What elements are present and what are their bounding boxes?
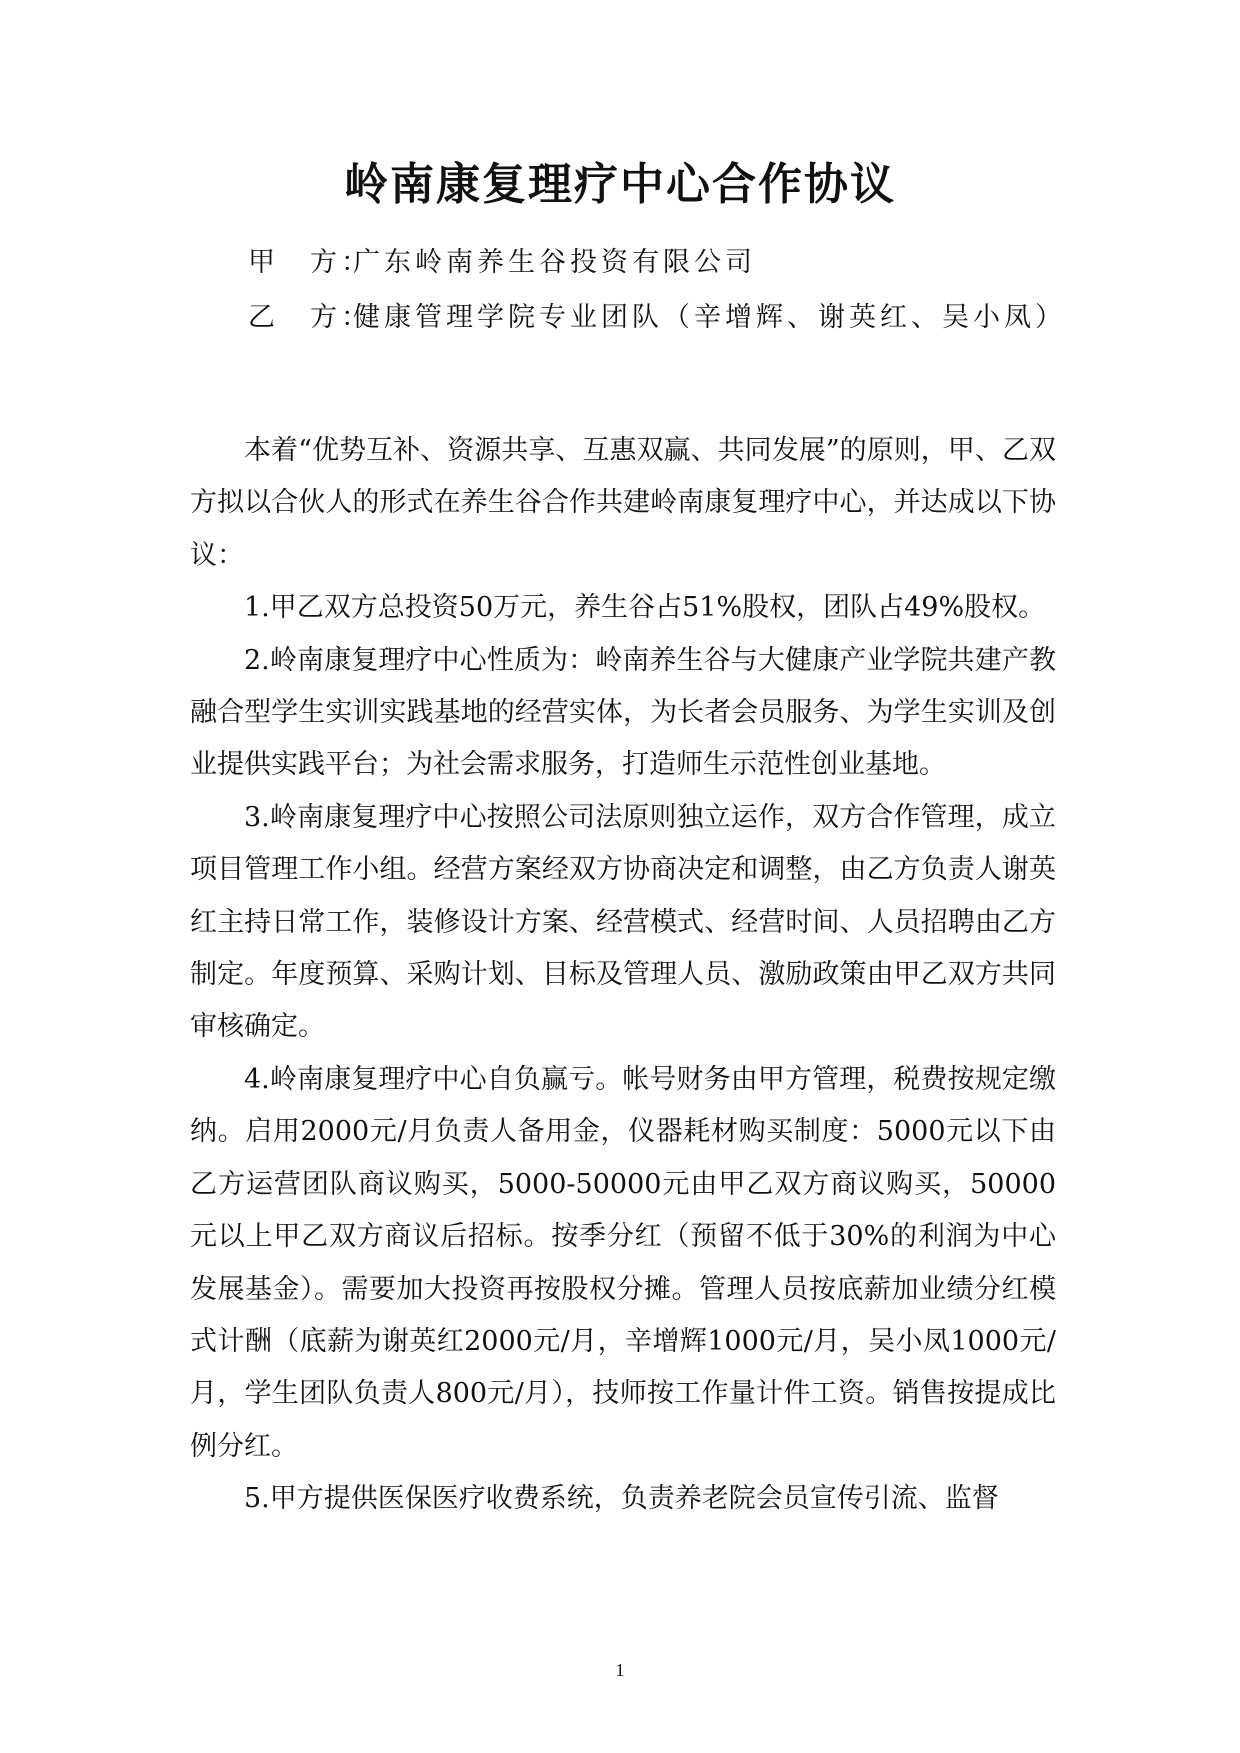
clause-3: 3.岭南康复理疗中心按照公司法原则独立运作，双方合作管理，成立项目管理工作小组。经营方案经双方协商决定和调整，由乙方负责人谢英红主持日常工作，装修设计方案、经营模式、经营时间、人员招聘由乙方制定。年度预算、采购计划、目标及管理人员、激励政策由甲乙双方共同审核确定。 (190, 801, 1056, 1043)
party-a-line (248, 240, 1128, 279)
party-a-value: 广东岭南养生谷投资有限公司 (353, 247, 756, 278)
party-b-label: 乙 方： (248, 302, 372, 333)
clause-4: 4.岭南康复理疗中心自负赢亏。帐号财务由甲方管理，税费按规定缴纳。启用2000元/月负责人备用金，仪器耗材购买制度：5000元以下由乙方运营团队商议购买，5000-50000元由甲乙双方商议购买，50000元以上甲乙双方商议后招标。按季分红（预留不低于30%的利润为中心发展基金）。需要加大投资再按股权分摊。管理人员按底薪加业绩分红模式计酬（底薪为谢英红2000元/月，辛增辉1000元/月，吴小凤1000元/月，学生团队负责人800元/月），技师按工作量计件工资。销售按提成比例分红。 (190, 1063, 1056, 1462)
party-a-label: 甲 方： (248, 247, 372, 278)
party-b-value: 健康管理学院专业团队（辛增辉、谢英红、吴小凤） (353, 302, 1066, 333)
clause-5: 5.甲方提供医保医疗收费系统，负责养老院会员宣传引流、监督 (244, 1483, 999, 1515)
document-body (190, 425, 1056, 1526)
paragraph-intro: 本着“优势互补、资源共享、互惠双赢、共同发展”的原则，甲、乙双方拟以合伙人的形式在养生谷合作共建岭南康复理疗中心，并达成以下协议： (190, 435, 1056, 571)
page-number: 1 (615, 1660, 625, 1680)
clause-2: 2.岭南康复理疗中心性质为：岭南养生谷与大健康产业学院共建产教融合型学生实训实践基地的经营实体，为长者会员服务、为学生实训及创业提供实践平台；为社会需求服务，打造师生示范性创业基地。 (190, 644, 1056, 781)
clause-1: 1.甲乙双方总投资50万元，养生谷占51%股权，团队占49%股权。 (244, 592, 1046, 624)
party-b-line (248, 295, 1128, 334)
document-title: 岭南康复理疗中心合作协议 (344, 159, 896, 210)
